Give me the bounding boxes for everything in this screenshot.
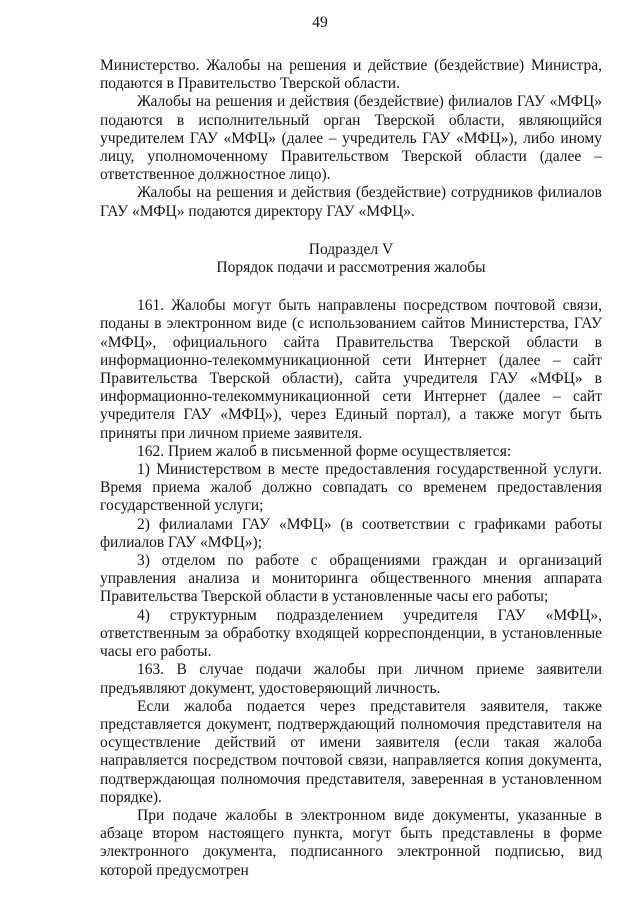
clause-162-item-3: 3) отделом по работе с обращениями граждан и организаций управления анализа и мониторинга общественного мнения аппарата Правительства Тверской области в установленные часы его работы; — [100, 552, 602, 606]
document-body — [100, 57, 602, 880]
section-heading — [100, 241, 602, 277]
section-title: Порядок подачи и рассмотрения жалобы — [216, 259, 486, 277]
clause-163: 163. В случае подачи жалобы при личном приеме заявители предъявляют документ, удостоверяющий личность. — [100, 661, 602, 697]
page-number: 49 — [312, 14, 328, 31]
clause-163-representative: Если жалоба подается через представителя заявителя, также представляется документ, подтверждающий полномочия представителя на осуществление действий от имени заявителя (если такая жалоба направляется посредством почтовой связи, направляется копия документа, подтверждающая полномочия представителя, заверенная в установленном порядке). — [100, 697, 602, 806]
subsection-label: Подраздел V — [308, 240, 394, 258]
clause-162-item-2: 2) филиалами ГАУ «МФЦ» (в соответствии с графиками работы филиалов ГАУ «МФЦ»); — [100, 515, 602, 551]
clause-162-item-1: 1) Министерством в месте предоставления государственной услуги. Время приема жалоб должно совпадать со временем предоставления государственной услуги; — [100, 461, 602, 515]
clause-161: 161. Жалобы могут быть направлены посредством почтовой связи, поданы в электронном виде (с использованием сайтов Министерства, ГАУ «МФЦ», официального сайта Правительства Тверской области в информационно-телекоммуникационной сети Интернет (далее – сайт Правительства Тверской области), сайта учредителя ГАУ «МФЦ» в информационно-телекоммуникационной сети Интернет (далее – сайт учредителя ГАУ «МФЦ»), через Единый портал), а также могут быть приняты при личном приеме заявителя. — [100, 297, 602, 442]
clause-162-item-4: 4) структурным подразделением учредителя ГАУ «МФЦ», ответственным за обработку входящей корреспонденции, в установленные часы его работы. — [100, 606, 602, 661]
paragraph-branch-complaints: Жалобы на решения и действия (бездействие) филиалов ГАУ «МФЦ» подаются в исполнительный орган Тверской области, являющийся учредителем ГАУ «МФЦ» (далее – учредитель ГАУ «МФЦ»), либо иному лицу, уполномоченному Правительством Тверской области (далее – ответственное должностное лицо). — [100, 93, 602, 184]
clause-163-electronic: При подаче жалобы в электронном виде документы, указанные в абзаце втором настоящего пункта, могут быть представлены в форме электронного документа, подписанного электронной подписью, вид которой предусмотрен — [100, 806, 602, 879]
paragraph-ministry-complaints: Министерство. Жалобы на решения и действие (бездействие) Министра, подаются в Правительство Тверской области. — [100, 57, 602, 93]
paragraph-staff-complaints: Жалобы на решения и действия (бездействие) сотрудников филиалов ГАУ «МФЦ» подаются директору ГАУ «МФЦ». — [100, 184, 602, 220]
clause-162: 162. Прием жалоб в письменной форме осуществляется: — [137, 442, 512, 460]
